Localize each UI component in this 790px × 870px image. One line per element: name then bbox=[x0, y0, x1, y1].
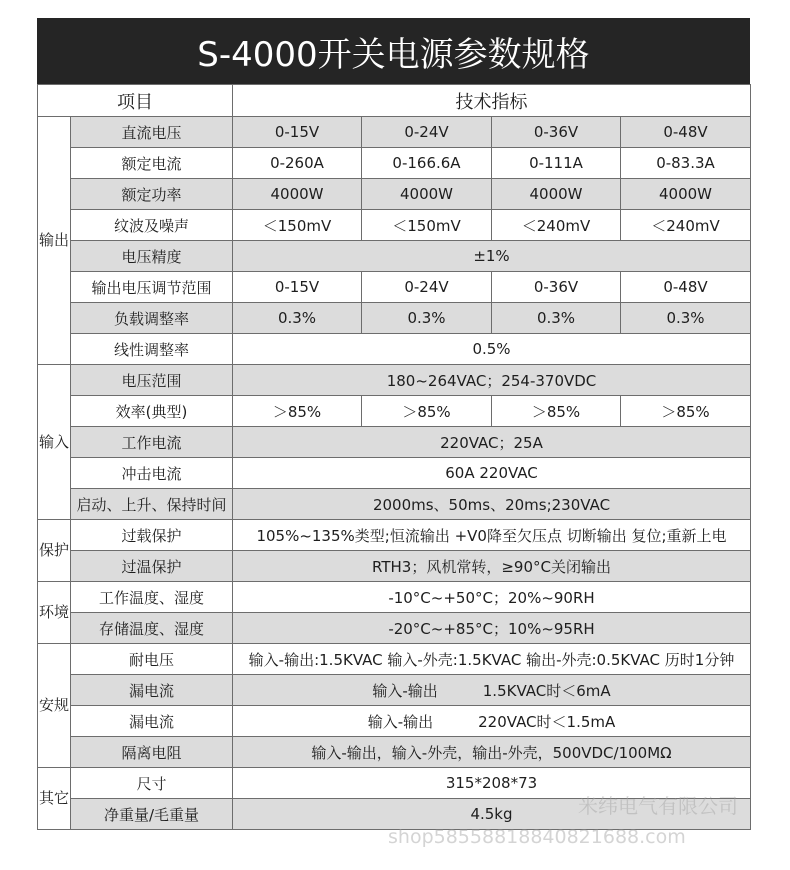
row-label: 过载保护 bbox=[71, 520, 233, 551]
cell-value: 0-24V bbox=[362, 272, 492, 303]
cell-value: 315*208*73 bbox=[233, 768, 751, 799]
cell-value: ＜150mV bbox=[362, 210, 492, 241]
table-row bbox=[38, 210, 751, 241]
group-safety: 安规 bbox=[38, 644, 71, 768]
header-item: 项目 bbox=[38, 85, 233, 117]
cell-value: -20°C~+85°C；10%~95RH bbox=[233, 613, 751, 644]
row-label: 漏电流 bbox=[71, 706, 233, 737]
cell-value: ＞85% bbox=[492, 396, 621, 427]
cell-value: 0-15V bbox=[233, 117, 362, 148]
table-row bbox=[38, 551, 751, 582]
cell-value: 0.3% bbox=[362, 303, 492, 334]
group-other: 其它 bbox=[38, 768, 71, 830]
table-row bbox=[38, 303, 751, 334]
row-label: 电压精度 bbox=[71, 241, 233, 272]
table-row bbox=[38, 706, 751, 737]
table-row bbox=[38, 334, 751, 365]
cell-value: 60A 220VAC bbox=[233, 458, 751, 489]
cell-value: 0.5% bbox=[233, 334, 751, 365]
table-row bbox=[38, 613, 751, 644]
row-label: 输出电压调节范围 bbox=[71, 272, 233, 303]
row-label: 耐电压 bbox=[71, 644, 233, 675]
cell-value: 0-15V bbox=[233, 272, 362, 303]
row-label: 纹波及噪声 bbox=[71, 210, 233, 241]
cell-value: 输入-输出:1.5KVAC 输入-外壳:1.5KVAC 输出-外壳:0.5KVAC 历时1分钟 bbox=[233, 644, 751, 675]
row-label: 额定功率 bbox=[71, 179, 233, 210]
row-label: 净重量/毛重量 bbox=[71, 799, 233, 830]
table-row bbox=[38, 489, 751, 520]
row-label: 冲击电流 bbox=[71, 458, 233, 489]
table-row bbox=[38, 365, 751, 396]
table-row bbox=[38, 427, 751, 458]
row-label: 线性调整率 bbox=[71, 334, 233, 365]
table-row bbox=[38, 148, 751, 179]
cell-value: 0-260A bbox=[233, 148, 362, 179]
cell-value: 4000W bbox=[621, 179, 751, 210]
cell-value: ＜240mV bbox=[492, 210, 621, 241]
cell-value: 220VAC；25A bbox=[233, 427, 751, 458]
cell-value: ±1% bbox=[233, 241, 751, 272]
cell-value: ＞85% bbox=[621, 396, 751, 427]
group-input: 输入 bbox=[38, 365, 71, 520]
group-environment: 环境 bbox=[38, 582, 71, 644]
table-row bbox=[38, 737, 751, 768]
cell-value: ＞85% bbox=[362, 396, 492, 427]
spec-table bbox=[37, 84, 751, 830]
row-label: 负载调整率 bbox=[71, 303, 233, 334]
spec-sheet bbox=[37, 18, 750, 830]
table-row bbox=[38, 644, 751, 675]
cell-value: 输入-输出，输入-外壳，输出-外壳，500VDC/100MΩ bbox=[233, 737, 751, 768]
row-label: 漏电流 bbox=[71, 675, 233, 706]
cell-value: 0-48V bbox=[621, 272, 751, 303]
group-protection: 保护 bbox=[38, 520, 71, 582]
cell-value: 180~264VAC；254-370VDC bbox=[233, 365, 751, 396]
cell-value: 0.3% bbox=[621, 303, 751, 334]
table-row bbox=[38, 396, 751, 427]
row-label: 启动、上升、保持时间 bbox=[71, 489, 233, 520]
cell-value: 0-166.6A bbox=[362, 148, 492, 179]
cell-value: ＜150mV bbox=[233, 210, 362, 241]
cell-value: -10°C~+50°C；20%~90RH bbox=[233, 582, 751, 613]
cell-value: ＜240mV bbox=[621, 210, 751, 241]
header-spec: 技术指标 bbox=[233, 85, 751, 117]
cell-value: ＞85% bbox=[233, 396, 362, 427]
row-label: 效率(典型) bbox=[71, 396, 233, 427]
table-row bbox=[38, 117, 751, 148]
row-label: 电压范围 bbox=[71, 365, 233, 396]
table-row bbox=[38, 582, 751, 613]
row-label: 直流电压 bbox=[71, 117, 233, 148]
cell-value: 4000W bbox=[492, 179, 621, 210]
row-label: 工作电流 bbox=[71, 427, 233, 458]
cell-value: 0-24V bbox=[362, 117, 492, 148]
page-title: S-4000开关电源参数规格 bbox=[37, 18, 750, 84]
cell-value: 0.3% bbox=[233, 303, 362, 334]
cell-value: 105%~135%类型;恒流输出 +V0降至欠压点 切断输出 复位;重新上电 bbox=[233, 520, 751, 551]
cell-value: 2000ms、50ms、20ms;230VAC bbox=[233, 489, 751, 520]
cell-value: 输入-输出 1.5KVAC时＜6mA bbox=[233, 675, 751, 706]
cell-value: 0-83.3A bbox=[621, 148, 751, 179]
cell-value: 0-36V bbox=[492, 117, 621, 148]
table-row bbox=[38, 179, 751, 210]
cell-value: 0.3% bbox=[492, 303, 621, 334]
table-row bbox=[38, 675, 751, 706]
row-label: 存储温度、湿度 bbox=[71, 613, 233, 644]
table-row bbox=[38, 241, 751, 272]
cell-value: 4.5kg bbox=[233, 799, 751, 830]
group-output: 输出 bbox=[38, 117, 71, 365]
cell-value: 输入-输出 220VAC时＜1.5mA bbox=[233, 706, 751, 737]
row-label: 额定电流 bbox=[71, 148, 233, 179]
cell-value: 0-111A bbox=[492, 148, 621, 179]
row-label: 尺寸 bbox=[71, 768, 233, 799]
cell-value: RTH3；风机常转，≥90°C关闭输出 bbox=[233, 551, 751, 582]
table-row bbox=[38, 458, 751, 489]
table-header-row bbox=[38, 85, 751, 117]
table-row bbox=[38, 520, 751, 551]
cell-value: 0-36V bbox=[492, 272, 621, 303]
cell-value: 4000W bbox=[233, 179, 362, 210]
row-label: 隔离电阻 bbox=[71, 737, 233, 768]
watermark-shop: shop58558818840821688.com bbox=[388, 826, 686, 848]
row-label: 工作温度、湿度 bbox=[71, 582, 233, 613]
cell-value: 4000W bbox=[362, 179, 492, 210]
row-label: 过温保护 bbox=[71, 551, 233, 582]
table-row bbox=[38, 272, 751, 303]
cell-value: 0-48V bbox=[621, 117, 751, 148]
watermark-company: 米纬电气有限公司 bbox=[578, 794, 738, 818]
